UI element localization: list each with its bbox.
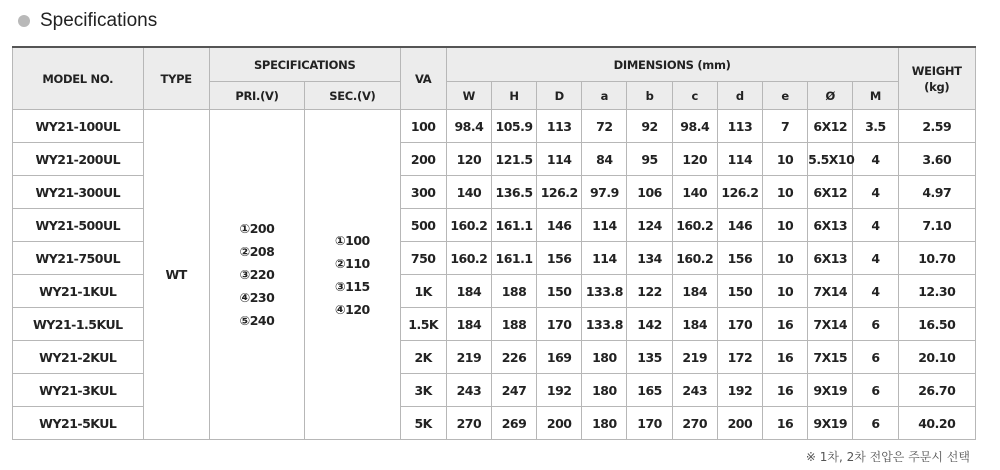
- model-cell: WY21-1.5KUL: [13, 308, 144, 341]
- dimension-cell: 16: [762, 374, 807, 407]
- type-cell: WT: [143, 110, 209, 440]
- dimension-cell: 170: [627, 407, 672, 440]
- dimension-cell: 200: [537, 407, 582, 440]
- weight-cell: 2.59: [898, 110, 975, 143]
- model-cell: WY21-1KUL: [13, 275, 144, 308]
- dimension-cell: 150: [537, 275, 582, 308]
- dimension-cell: 184: [672, 308, 717, 341]
- model-cell: WY21-3KUL: [13, 374, 144, 407]
- dimension-cell: 9X19: [808, 407, 853, 440]
- pri-voltages-cell: [209, 110, 304, 440]
- header-dim-diameter: Ø: [808, 82, 853, 110]
- dimension-cell: 146: [537, 209, 582, 242]
- dimension-cell: 184: [672, 275, 717, 308]
- dimension-cell: 140: [446, 176, 491, 209]
- header-model: MODEL NO.: [13, 47, 144, 110]
- va-cell: 200: [400, 143, 446, 176]
- dimension-cell: 10: [762, 209, 807, 242]
- sec-voltage-item: ①100: [335, 232, 370, 248]
- va-cell: 2K: [400, 341, 446, 374]
- dimension-cell: 160.2: [446, 242, 491, 275]
- dimension-cell: 10: [762, 143, 807, 176]
- dimension-cell: 114: [537, 143, 582, 176]
- dimension-cell: 4: [853, 143, 898, 176]
- dimension-cell: 188: [491, 275, 536, 308]
- weight-cell: 3.60: [898, 143, 975, 176]
- dimension-cell: 16: [762, 407, 807, 440]
- header-dim-d: D: [537, 82, 582, 110]
- dimension-cell: 219: [672, 341, 717, 374]
- dimension-cell: 270: [672, 407, 717, 440]
- model-cell: WY21-300UL: [13, 176, 144, 209]
- va-cell: 3K: [400, 374, 446, 407]
- weight-cell: 20.10: [898, 341, 975, 374]
- header-dim-w: W: [446, 82, 491, 110]
- header-dim-h: H: [491, 82, 536, 110]
- dimension-cell: 192: [717, 374, 762, 407]
- dimension-cell: 150: [717, 275, 762, 308]
- dimension-cell: 6X12: [808, 176, 853, 209]
- dimension-cell: 95: [627, 143, 672, 176]
- dimension-cell: 120: [672, 143, 717, 176]
- header-weight-label: WEIGHT: [911, 63, 962, 78]
- pri-voltage-item: ③220: [239, 267, 275, 282]
- dimension-cell: 243: [672, 374, 717, 407]
- dimension-cell: 160.2: [672, 242, 717, 275]
- dimension-cell: 10: [762, 275, 807, 308]
- weight-cell: 12.30: [898, 275, 975, 308]
- dimension-cell: 9X19: [808, 374, 853, 407]
- dimension-cell: 269: [491, 407, 536, 440]
- header-va: VA: [400, 47, 446, 110]
- model-cell: WY21-750UL: [13, 242, 144, 275]
- weight-cell: 7.10: [898, 209, 975, 242]
- dimension-cell: 105.9: [491, 110, 536, 143]
- dimension-cell: 169: [537, 341, 582, 374]
- section-title: [18, 8, 157, 34]
- dimension-cell: 156: [717, 242, 762, 275]
- dimension-cell: 113: [717, 110, 762, 143]
- weight-cell: 26.70: [898, 374, 975, 407]
- dimension-cell: 16: [762, 308, 807, 341]
- dimension-cell: 124: [627, 209, 672, 242]
- dimension-cell: 270: [446, 407, 491, 440]
- model-cell: WY21-100UL: [13, 110, 144, 143]
- specifications-table-body: [13, 110, 976, 440]
- dimension-cell: 6: [853, 407, 898, 440]
- va-cell: 500: [400, 209, 446, 242]
- header-dim-a: a: [582, 82, 627, 110]
- dimension-cell: 188: [491, 308, 536, 341]
- dimension-cell: 184: [446, 275, 491, 308]
- pri-voltage-list: [240, 217, 275, 332]
- dimension-cell: 170: [717, 308, 762, 341]
- dimension-cell: 133.8: [582, 275, 627, 308]
- dimension-cell: 4: [853, 209, 898, 242]
- dimension-cell: 113: [537, 110, 582, 143]
- weight-cell: 16.50: [898, 308, 975, 341]
- model-cell: WY21-200UL: [13, 143, 144, 176]
- pri-voltage-item: ④230: [239, 290, 275, 305]
- dimension-cell: 98.4: [672, 110, 717, 143]
- dimension-cell: 4: [853, 275, 898, 308]
- dimension-cell: 219: [446, 341, 491, 374]
- sec-voltage-item: ④120: [335, 301, 370, 317]
- header-dim-b: b: [627, 82, 672, 110]
- va-cell: 5K: [400, 407, 446, 440]
- dimension-cell: 6X13: [808, 209, 853, 242]
- pri-voltage-item: ①200: [239, 221, 275, 236]
- dimension-cell: 16: [762, 341, 807, 374]
- dimension-cell: 165: [627, 374, 672, 407]
- header-type: TYPE: [143, 47, 209, 110]
- va-cell: 750: [400, 242, 446, 275]
- dimension-cell: 120: [446, 143, 491, 176]
- dimension-cell: 6: [853, 308, 898, 341]
- header-dimensions: DIMENSIONS (mm): [446, 47, 898, 82]
- dimension-cell: 160.2: [446, 209, 491, 242]
- dimension-cell: 6X12: [808, 110, 853, 143]
- bullet-icon: [18, 15, 30, 27]
- pri-voltage-item: ②208: [239, 244, 275, 259]
- va-cell: 1.5K: [400, 308, 446, 341]
- dimension-cell: 7X14: [808, 308, 853, 341]
- dimension-cell: 170: [537, 308, 582, 341]
- dimension-cell: 160.2: [672, 209, 717, 242]
- dimension-cell: 7: [762, 110, 807, 143]
- dimension-cell: 84: [582, 143, 627, 176]
- model-cell: WY21-2KUL: [13, 341, 144, 374]
- dimension-cell: 126.2: [717, 176, 762, 209]
- dimension-cell: 243: [446, 374, 491, 407]
- dimension-cell: 156: [537, 242, 582, 275]
- dimension-cell: 126.2: [537, 176, 582, 209]
- dimension-cell: 114: [582, 209, 627, 242]
- dimension-cell: 247: [491, 374, 536, 407]
- dimension-cell: 10: [762, 176, 807, 209]
- header-pri: PRI.(V): [209, 82, 304, 110]
- weight-cell: 10.70: [898, 242, 975, 275]
- header-weight-unit: (kg): [924, 79, 950, 94]
- dimension-cell: 136.5: [491, 176, 536, 209]
- dimension-cell: 106: [627, 176, 672, 209]
- dimension-cell: 146: [717, 209, 762, 242]
- va-cell: 1K: [400, 275, 446, 308]
- weight-cell: 4.97: [898, 176, 975, 209]
- dimension-cell: 142: [627, 308, 672, 341]
- pri-voltage-item: ⑤240: [239, 313, 275, 328]
- dimension-cell: 10: [762, 242, 807, 275]
- model-cell: WY21-500UL: [13, 209, 144, 242]
- dimension-cell: 6: [853, 341, 898, 374]
- weight-cell: 40.20: [898, 407, 975, 440]
- sec-voltage-item: ③115: [335, 278, 370, 294]
- header-specifications: SPECIFICATIONS: [209, 47, 400, 82]
- dimension-cell: 140: [672, 176, 717, 209]
- dimension-cell: 92: [627, 110, 672, 143]
- header-dim-e: e: [762, 82, 807, 110]
- dimension-cell: 3.5: [853, 110, 898, 143]
- header-dim-m: M: [853, 82, 898, 110]
- dimension-cell: 133.8: [582, 308, 627, 341]
- dimension-cell: 114: [582, 242, 627, 275]
- dimension-cell: 180: [582, 341, 627, 374]
- model-cell: WY21-5KUL: [13, 407, 144, 440]
- dimension-cell: 134: [627, 242, 672, 275]
- header-weight: [898, 47, 975, 110]
- dimension-cell: 97.9: [582, 176, 627, 209]
- dimension-cell: 6X13: [808, 242, 853, 275]
- dimension-cell: 122: [627, 275, 672, 308]
- page-title: Specifications: [40, 10, 158, 31]
- va-cell: 100: [400, 110, 446, 143]
- dimension-cell: 5.5X10: [808, 143, 853, 176]
- dimension-cell: 180: [582, 374, 627, 407]
- dimension-cell: 226: [491, 341, 536, 374]
- dimension-cell: 121.5: [491, 143, 536, 176]
- dimension-cell: 135: [627, 341, 672, 374]
- dimension-cell: 114: [717, 143, 762, 176]
- dimension-cell: 98.4: [446, 110, 491, 143]
- header-dim-d-lower: d: [717, 82, 762, 110]
- table-row: [13, 110, 976, 143]
- footnote: ※ 1차, 2차 전압은 주문시 선택: [805, 450, 970, 464]
- dimension-cell: 161.1: [491, 242, 536, 275]
- dimension-cell: 72: [582, 110, 627, 143]
- dimension-cell: 4: [853, 176, 898, 209]
- header-dim-c: c: [672, 82, 717, 110]
- header-sec: SEC.(V): [305, 82, 400, 110]
- dimension-cell: 7X14: [808, 275, 853, 308]
- dimension-cell: 192: [537, 374, 582, 407]
- dimension-cell: 180: [582, 407, 627, 440]
- dimension-cell: 184: [446, 308, 491, 341]
- sec-voltage-list: [335, 229, 370, 321]
- dimension-cell: 200: [717, 407, 762, 440]
- sec-voltages-cell: [305, 110, 400, 440]
- specifications-table: [12, 46, 976, 440]
- dimension-cell: 161.1: [491, 209, 536, 242]
- dimension-cell: 4: [853, 242, 898, 275]
- sec-voltage-item: ②110: [335, 255, 370, 271]
- dimension-cell: 6: [853, 374, 898, 407]
- dimension-cell: 172: [717, 341, 762, 374]
- dimension-cell: 7X15: [808, 341, 853, 374]
- va-cell: 300: [400, 176, 446, 209]
